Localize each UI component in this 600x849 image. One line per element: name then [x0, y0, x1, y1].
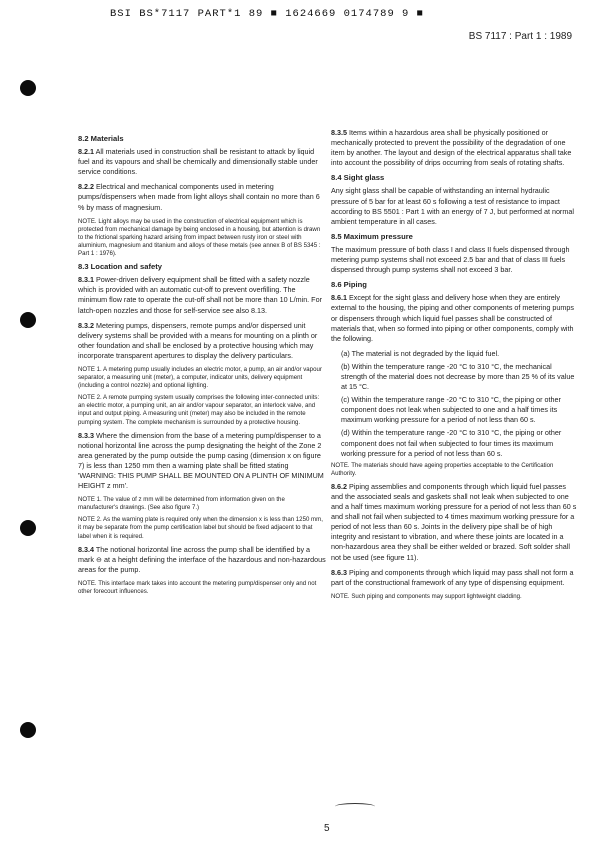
handwritten-mark [335, 803, 375, 810]
clause-number: 8.6.2 [331, 481, 347, 491]
note: NOTE. The materials should have ageing properties acceptable to the Certification Authority. [331, 461, 554, 477]
note: NOTE. Such piping and components may support lightweight cladding. [331, 592, 522, 600]
clause [78, 545, 326, 575]
standard-reference: BS 7117 : Part 1 : 1989 [468, 31, 572, 42]
clause [331, 568, 579, 588]
page-number: 5 [324, 823, 330, 834]
clause [331, 128, 579, 168]
punch-hole-bottom [20, 722, 36, 738]
section-heading: 8.4 Sight glass [331, 173, 385, 183]
clause-number: 8.3.1 [78, 275, 94, 285]
list-item: (d) Within the temperature range -20 °C to 310 °C, the piping or other component does not fail when subjected to four times its maximum working pressure for a period of not less than 60 s. [341, 428, 562, 458]
clause-number: 8.6.1 [331, 293, 347, 303]
list-item: (b) Within the temperature range -20 °C to 310 °C, the mechanical strength of the material does not decrease by more than 25 % of its value at 15 °C. [341, 361, 575, 392]
list-item: (c) Within the temperature range -20 °C to 310 °C, the piping or other component does not leak when subjected to one and a half times its maximum working pressure for a period of not less than 60 s. [341, 395, 561, 425]
note: NOTE 1. The value of z mm will be determined from information given on the manufacturer's drawings. (See also figure 7.) [78, 496, 285, 512]
clause [78, 182, 326, 212]
clause-text: Where the dimension from the base of a metering pump/dispenser to a notional horizontal line across the pump designating the height of the Zone 2 area generated by the pump outside the pump casing (dimension x on figure 7) is less than 1250 mm then a warning plate shall be fitted stating 'WARNING: THIS PUMP SHALL BE MOUNTED ON A PLINTH OF MINIMUM HEIGHT z mm'. [78, 430, 324, 491]
punch-hole-top [20, 80, 36, 96]
clause-text: The maximum pressure of both class I and class II fuels dispensed through metering pump systems shall not exceed 2.5 bar and that of class III fuels dispensed through pump systems shall not exceed 3 bar. [331, 244, 570, 275]
clause-text: Items within a hazardous area shall be physically positioned or mechanically protected to prevent the possibility of the degradation of one item by another. The layout and design of the electrical apparatus shall take into account the possibility of drips occurring from seals of rotating shafts. [331, 128, 572, 168]
section-heading: 8.3 Location and safety [78, 262, 162, 272]
clause [331, 293, 579, 343]
note: NOTE 2. A remote pumping system usually comprises the following inter-connected units: an electric motor, a pumping unit, an air and/or vapour separator, an interlock valve, and input and output piping. A measuring unit (meter) may also be included in the remote pumping system. The complete mechanism is surrounded by a protective housing. [78, 394, 320, 426]
clause [331, 245, 579, 275]
clause-text: The notional horizontal line across the pump shall be identified by a mark ⊖ at a height defining the interface of the hazardous and non-hazardous areas for the pump. [78, 544, 326, 574]
clause-text: Power-driven delivery equipment shall be fitted with a safety nozzle which is provided with an automatic cut-off to prevent overfilling. The minimum flow rate to operate the cut-off shall not be more than 10 L/min. For latch-open nozzles and those for self-service see also 8.13. [78, 275, 322, 315]
note: NOTE. Light alloys may be used in the construction of electrical equipment which is protected from mechanical damage by being enclosed in a housing, but attention is drawn to the frictional sparking hazard arising from impact between rusty iron or steel with aluminium, magnesium and titanium and alloys of these metals (see annex B of BS 5345 : Part 1 : 1976). [78, 217, 321, 258]
clause-text: Piping and components through which liquid may pass shall not form a part of the constructional framework of any type of dispensing equipment. [331, 567, 574, 587]
clause-text: Piping assemblies and components through which liquid fuel passes and the associated seals and gaskets shall not leak when subjected to one and a half times maximum working pressure for a period of not less than 60 s and shall not fail when subjected to 4 times maximum working pressure for a period of not less than 60 s. Joints in the delivery pipe shall be of high integrity and resistant to vibration, and where these joints are located in a non-hazardous area they shall be either welded or brazed. Soft solder shall not be used (see figure 11). [331, 481, 577, 562]
section-heading: 8.5 Maximum pressure [331, 231, 413, 241]
header-code-line: BSI BS*7117 PART*1 89 ■ 1624669 0174789 9 ■ [110, 8, 424, 20]
clause-text: All materials used in construction shall be resistant to attack by liquid fuel and its vapours and shall be chemically and dimensionally stable under service conditions. [78, 147, 318, 177]
section-heading: 8.2 Materials [78, 134, 124, 143]
right-column [331, 128, 579, 605]
clause-number: 8.6.3 [331, 567, 347, 577]
clause-text: Except for the sight glass and delivery hose when they are entirely external to the housing, the piping and other components of metering pumps or dispensers through which liquid fuel passes shall be constructed of materials that, when so formed into piping or other components, comply with the following. [331, 293, 574, 343]
clause-number: 8.3.3 [78, 430, 94, 440]
clause-text: Any sight glass shall be capable of withstanding an internal hydraulic pressure of 5 bar for at least 60 s following a test of resistance to impact according to BS 5501 : Part 1 with an energy of 7 J, but performed at normal ambient temperature in all cases. [331, 186, 574, 226]
clause-number: 8.3.5 [331, 128, 347, 137]
clause-text: Electrical and mechanical components used in metering pumps/dispensers when made from light alloys shall contain no more than 6 % by mass of magnesium. [78, 182, 320, 212]
note: NOTE. This interface mark takes into account the metering pump/dispenser only and not other forecourt influences. [78, 579, 317, 596]
clause [78, 431, 326, 492]
clause-number: 8.3.4 [78, 544, 94, 554]
punch-hole-lower [20, 520, 36, 536]
list-item: (a) The material is not degraded by the liquid fuel. [341, 348, 500, 358]
clause-number: 8.2.1 [78, 147, 94, 157]
punch-hole-middle [20, 312, 36, 328]
clause [78, 321, 326, 361]
note: NOTE 2. As the warning plate is required only when the dimension x is less than 1250 mm, it may be separate from the pump certification label but should be fixed adjacent to that label when it is required. [78, 516, 323, 540]
clause-number: 8.3.2 [78, 320, 94, 330]
clause [331, 482, 579, 563]
clause [78, 147, 326, 177]
clause-number: 8.2.2 [78, 182, 94, 192]
clause [78, 275, 326, 315]
note: NOTE 1. A metering pump usually includes an electric motor, a pump, an air and/or vapour separator, a measuring unit (meter), a computer, indicator units, delivery equipment (including a control nozzle) and optional lighting. [78, 365, 322, 390]
clause-text: Metering pumps, dispensers, remote pumps and/or dispersed unit delivery systems shall be provided with a means for mounting on a plinth or other foundation and shall be enclosed by a protective housing which may incorporate transparent apertures to display the delivery particulars. [78, 320, 318, 360]
section-heading: 8.6 Piping [331, 280, 367, 290]
clause [331, 186, 579, 226]
left-column [78, 130, 326, 600]
